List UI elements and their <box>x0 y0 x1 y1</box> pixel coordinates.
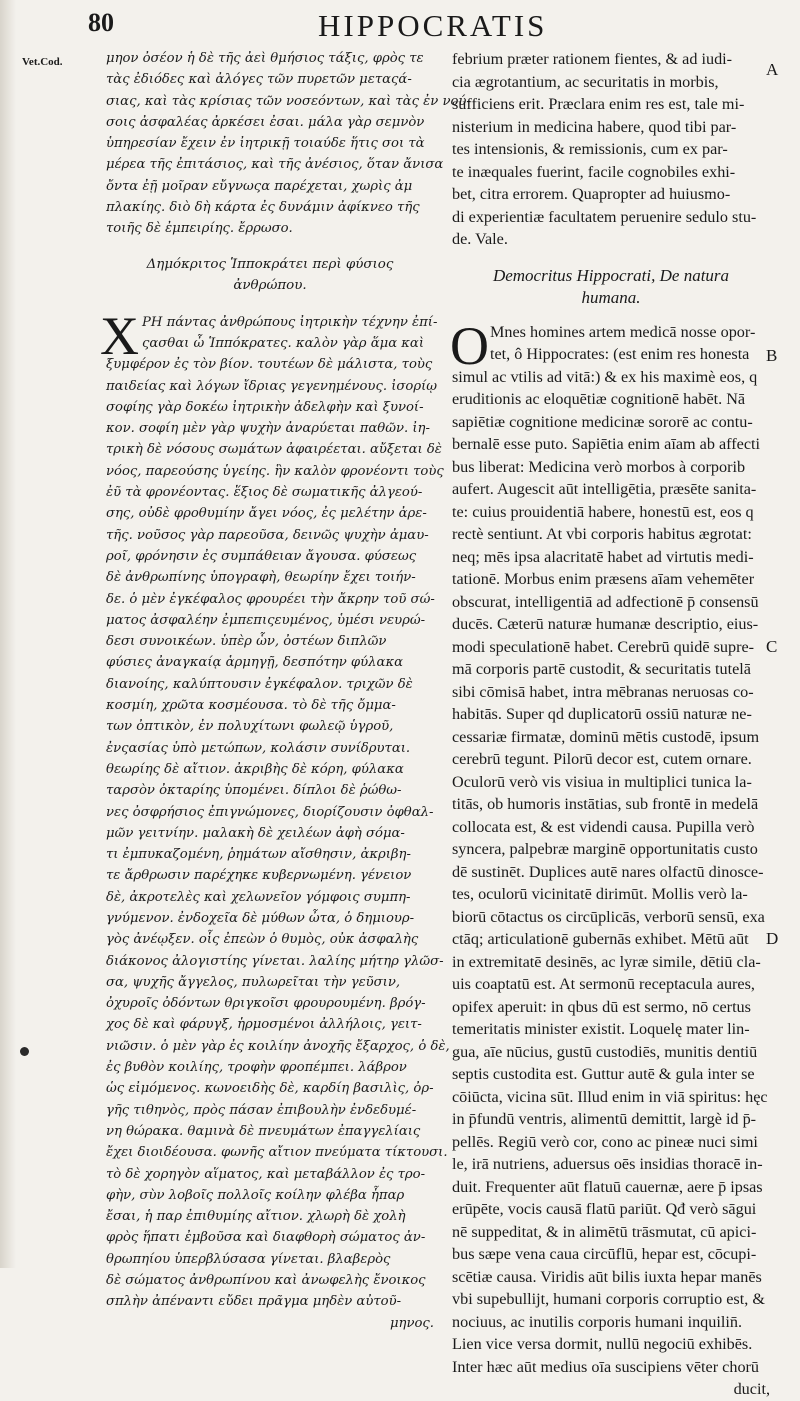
greek-heading <box>106 254 434 296</box>
latin-text-line: cōiūcta, vicina sūt. Illud enim in viā spiritus: hęc <box>452 1087 768 1106</box>
greek-text-line: γῆς τιθηνὸς, πρὸς πάσαν ἐπιβουλὴν ἐνδεδυμέ- <box>106 1102 417 1118</box>
latin-text-line: sufficiens erit. Præclara enim res est, tale mi- <box>452 95 745 113</box>
latin-body <box>450 315 770 1401</box>
greek-top-paragraph <box>106 48 471 240</box>
latin-text-line: ducēs. Cæterū naturæ humanæ descriptio, eius- <box>452 615 759 633</box>
latin-text-line: tes, oculorū vicinitatē dirimūt. Mollis verò la- <box>452 885 748 903</box>
greek-text-line: δὲ ἀνθρωπίνης ὑπογραφὴ, θεωρίην ἔχει τοιήν- <box>106 570 416 586</box>
latin-column <box>452 48 770 1401</box>
latin-text-line: opifex aperuit: in qbus dū est sermo, nō certus <box>452 997 751 1016</box>
latin-text-line: nē suppeditat, & in alimētū trāsmutat, cū apici- <box>452 1222 757 1241</box>
latin-text-line: erūpēte, vocis causā flatū pariūt. Qđ verò sāgui <box>452 1200 757 1218</box>
greek-text-line: ΡΗ πάντας ἀνθρώπους ἰητρικὴν τέχνην ἐπί- <box>142 314 438 330</box>
latin-text-line: sibi cōmisā habet, intra mēbranas neruosas co- <box>452 682 754 701</box>
greek-text-line: φύσιες ἀναγκαίᾳ ἁρμηγῇ, δεσπότην φύλακα <box>106 655 404 671</box>
latin-text-line: modi speculationē habet. Cerebrū quidē supre- <box>452 637 755 656</box>
latin-heading-line: Democritus Hippocrati, De natura <box>492 265 730 285</box>
latin-text-line: nociuus, ac inutilis corporis humani inquilin̄. <box>452 1312 742 1331</box>
latin-text-line: neq; mēs ipsa alacritatē habet ad virtutis medi- <box>452 547 754 566</box>
greek-text-line: ἐς βυθὸν κοιλίης, τροφὴν φροπέμπει. λάβρον <box>106 1060 407 1076</box>
latin-text-line: te: cuius prouidentiā habere, honestū est, eos q <box>452 502 754 521</box>
greek-text-line: σα, ψυχῆς ἄγγελος, πυλωρεῖται τὴν γεῦσιν, <box>106 974 401 990</box>
latin-text-line: bernalē esse puto. Sapiētia enim aīam ab affecti <box>452 435 761 453</box>
latin-text-line: tes intensionis, & remissionis, cum ex par- <box>452 140 728 158</box>
greek-text-line: κοσμίη, χρῶτα κοσμέουσα. τὸ δὲ τῆς ὄμμα- <box>106 698 396 714</box>
greek-text-line: διάκονος ἀλογιστίης γίνεται. λαλίης μήτηρ γλῶσ- <box>106 953 444 969</box>
latin-text-line: le, irā nutriens, aduersus oēs insidias thoracē in- <box>452 1155 763 1173</box>
latin-text-line: syncera, palpebræ marginē opportunitatis custo <box>452 840 758 858</box>
latin-text-line: titās, ob humoris instātias, sub frontē in medelā <box>452 795 759 813</box>
section-letter-d: D <box>766 929 779 948</box>
greek-drop-initial: Χ <box>100 305 139 366</box>
greek-text-line: ματος ἀσφαλέην ἐμπεπιςευμένος, ὑμέσι νευρώ- <box>106 612 426 628</box>
margin-note: Vet.Cod. <box>22 56 63 68</box>
greek-text-line: νες ὀσφρήσιος ἐπιγνώμονες, διορίζουσιν ὀφθαλ- <box>106 804 434 820</box>
greek-text-line: σης, οὐδὲ φροθυμίην ἄγει νόος, ἐς μελέτην ἀρε- <box>106 506 427 522</box>
page-number: 80 <box>88 8 114 37</box>
latin-text-line: collocata est, & est videndi causa. Pupilla verò <box>452 817 755 836</box>
greek-text-line: παιδείας καὶ λόγων ἴδριας γεγενημένους. ἰσορίῳ <box>106 378 438 394</box>
greek-text-line: ὑπηρεσίαν ἔχειν ἐν ἰητρικῇ τοιαύδε ἥτις σοι τὰ <box>106 136 425 152</box>
greek-text-line: σιας, καὶ τὰς κρίσιας τῶν νοσεόντων, καὶ τὰς ἐν νού- <box>106 93 471 109</box>
greek-text-line: μηον ὀσέον ἡ δὲ τῆς ἀεὶ θμήσιος τάξις, φρὸς τε <box>106 51 424 66</box>
latin-text-line: sapiētiæ cognitione medicinæ sororē ac contu- <box>452 412 753 431</box>
latin-text-line: biorū cōtactus os circūplicās, verborū sensū, exa <box>452 907 765 926</box>
greek-text-line: γνύμενον. ἐνδοχεῖα δὲ μύθων ὦτα, ὁ δημιουρ- <box>106 910 415 926</box>
greek-body-lines <box>106 312 450 1313</box>
greek-text-line: ὀχυροῖς ὀδόντων θριγκοῖσι φρουρουμένη. βρόγ- <box>106 996 426 1012</box>
greek-text-line: ὄντα ἐῇ μοῖραν εὔγνωςα παρέχεται, χωρὶς ἀμ <box>106 178 413 194</box>
latin-text-line: Inter hæc aūt medius oīa suscipiens vēter chorū <box>452 1357 760 1376</box>
greek-text-line: δὲ, ἀκροτελὲς καὶ χελωνεῖον γόμφοις συμπη- <box>106 889 411 905</box>
greek-text-line: τοιῆς δὲ ἐμπειρίης. ἔρρωσο. <box>106 221 293 237</box>
latin-text-line: cessariæ firmatæ, dominū mētis custodē, ipsum <box>452 727 760 746</box>
latin-text-line: bet, citra errorem. Quapropter ad huiusmo- <box>452 185 731 203</box>
greek-text-line: μῶν γειτνίην. μαλακὴ δὲ χειλέων ἀφὴ σόμα- <box>106 825 405 841</box>
greek-text-line: ροῖ, φρόνησιν ἐς συμπάθειαν ἄγουσα. φύσεως <box>106 548 417 564</box>
greek-text-line: δε. ὁ μὲν ἐγκέφαλος φρουρέει τὴν ἄκρην τοῦ σώ- <box>106 591 435 607</box>
greek-text-line: ἐῦ τὰ φρονέοντας. ἕξιος δὲ σωματικῆς ἀλγεού- <box>106 485 423 501</box>
greek-text-line: δεσι συνοικέων. ὑπὲρ ὧν, ὀστέων διπλῶν <box>106 634 387 650</box>
latin-text-line: tet, ô Hippocrates: (est enim res honesta <box>490 345 750 363</box>
greek-text-line: μέρεα τῆς ἐπιτάσιος, καὶ τῆς ἀνέσιος, ὅταν ἄνισα <box>106 157 444 173</box>
ink-blot <box>20 1047 29 1056</box>
latin-text-line: te inæquales fuerint, facile cognobiles exhi- <box>452 162 736 181</box>
latin-text-line: di experientiæ facultatem peruenire sedulo stu- <box>452 207 757 226</box>
latin-top-paragraph <box>452 48 770 251</box>
latin-text-line: Lien vice versa dormit, nullū negociū exhibēs. <box>452 1335 753 1353</box>
latin-last-line: ducit, <box>733 1380 770 1398</box>
latin-heading <box>452 265 770 309</box>
latin-heading-line: humana. <box>581 287 641 307</box>
latin-text-line: septis custodita est. Guttur autē & gula inter se <box>452 1065 755 1083</box>
greek-text-line: τι ἐμπυκαζομένη, ῥημάτων αἴσθησιν, ἀκριβη- <box>106 847 411 863</box>
latin-text-line: febrium præter rationem fientes, & ad iudi- <box>452 50 733 68</box>
greek-text-line: γὸς ἀνέῳξεν. οἷς ἐπεὼν ὁ θυμὸς, οὐκ ἀσφαλὴς <box>106 932 419 948</box>
latin-text-line: aufert. Augescit aūt intelligētia, præsēte sanita- <box>452 480 757 498</box>
greek-text-line: θεωρίης δὲ αἴτιον. ἀκριβὴς δὲ κόρη, φύλακα <box>106 761 404 777</box>
greek-text-line: θρωπηίου ὑπερβλύσασα γίνεται. βλαβερὸς <box>106 1251 391 1267</box>
section-letter-b: B <box>766 346 778 365</box>
greek-text-line: σοφίης γὰρ δοκέω ἰητρικὴν ἀδελφὴν καὶ ξυνοί- <box>106 399 424 415</box>
running-title: HIPPOCRATIS <box>318 8 548 43</box>
greek-text-line: ξυμφέρον ἐς τὸν βίον. τουτέων δὲ μάλιστα, τοὺς <box>106 357 433 373</box>
greek-text-line: ὡς εἰμόμενος. κωνοειδὴς δὲ, καρδίη βασιλὶς, ὀρ- <box>106 1081 434 1097</box>
greek-text-line: τῆς. νοῦσος γὰρ παρεοῦσα, δεινῶς ψυχὴν ἀμαυ- <box>106 527 429 543</box>
page-gutter-shadow <box>0 0 16 1268</box>
latin-text-line: temeritatis minister existit. Loquelę mater lin- <box>452 1020 750 1038</box>
greek-text-line: τὸ δὲ χορηγὸν αἵματος, καὶ μεταβάλλον ἐς τρο- <box>106 1166 426 1182</box>
latin-text-line: bus sæpe vena caua circūflū, hepar est, cōcupi- <box>452 1245 757 1263</box>
greek-text-line: ἐνςασίας ὑπὸ μετώπων, κολάσιν συνίδρυται. <box>106 740 411 756</box>
latin-text-line: ctāq; articulationē gubernās exhibet. Mētū aūt <box>452 930 749 948</box>
greek-text-line: ἔσαι, ἡ παρ ἐπιθυμίης αἴτιον. χλωρὴ δὲ χολὴ <box>106 1209 406 1225</box>
latin-text-line: in p̄fundū ventris, alimentū demittit, largè id p̄- <box>452 1110 757 1128</box>
greek-text-line: φρὸς ἥπατι ἐμβοῦσα καὶ διαφθορὴ σώματος ἀν- <box>106 1230 426 1246</box>
latin-text-line: rectè sentiunt. At vbi corporis habitus ægrotat: <box>452 525 752 543</box>
latin-body-lines <box>450 315 770 1379</box>
greek-text-line: νόος, παρεούσης ὑγείης. ἣν καλὸν φρονέοντι τοὺς <box>106 463 444 479</box>
latin-text-line: nisterium in medicina habere, quod tibi par- <box>452 117 737 136</box>
running-head <box>0 8 800 48</box>
greek-column <box>100 48 471 1334</box>
latin-text-line: Mnes homines artem medicā nosse opor- <box>490 322 756 341</box>
greek-text-line: διανοίης, καλύπτουσιν ἐγκέφαλον. τριχῶν δὲ <box>106 676 413 692</box>
latin-text-line: pellēs. Regiū verò cor, cono ac pineæ nuci simi <box>452 1132 758 1151</box>
greek-text-line: τε ἄρθρωσιν παρέχηκε κυβερνωμένη. γένειον <box>106 868 412 884</box>
latin-text-line: mā corporis partē custodit, & securitatis tutelā <box>452 660 751 678</box>
latin-text-line: obscurat, intelligentiā ad adfectionē p̄ consensū <box>452 592 759 611</box>
latin-text-line: scētiæ causa. Viridis aūt bilis iuxta hepar manēs <box>452 1267 762 1286</box>
latin-text-line: eruditionis ac eloquētiæ cognitionē habēt. Nā <box>452 390 746 408</box>
greek-text-line: τρικὴ δὲ νόσους σωμάτων ἀφαιρέεται. αὔξεται δὲ <box>106 442 442 458</box>
latin-text-line: Oculorū verò vis visiua in multiplici tunica la- <box>452 772 752 791</box>
greek-text-line: σπλὴν ἀπέναντι εὔδει πρᾶγμα μηδὲν αὐτοῦ- <box>106 1294 402 1310</box>
greek-text-line: φὴν, σὺν λοβοῖς πολλοῖς κοίλην φλέβα ἧπαρ <box>106 1187 405 1203</box>
latin-text-line: cia ægrotantium, ac securitatis in morbis, <box>452 72 719 91</box>
greek-text-line: χος δὲ καὶ φάρυγξ, ἡρμοσμένοι ἀλλήλοις, γειτ- <box>106 1017 422 1033</box>
latin-text-line: simul ac vtilis ad vitā:) & ex his maximè eos, q <box>452 367 758 386</box>
greek-text-line: σοις ἀσφαλέας ἀρκέσει ἐσαι. μάλα γὰρ σεμνὸν <box>106 114 425 130</box>
latin-text-line: uis coaptatū est. At sermonū receptacula aures, <box>452 975 755 993</box>
latin-drop-initial: O <box>450 315 489 376</box>
greek-text-line: νιῶσιν. ὁ μὲν γὰρ ἐς κοιλίην ἀνοχῆς ἔξαρχος, ὁ δὲ, <box>106 1038 450 1054</box>
greek-text-line: των ὀπτικὸν, ἐν πολυχίτωνι φωλεῷ ὑγροῦ, <box>106 719 394 735</box>
greek-last-line: μηνος. <box>389 1315 434 1331</box>
greek-body <box>100 305 450 1334</box>
latin-text-line: in extremitatē desinēs, ac lyræ simile, dētiū cla- <box>452 952 761 971</box>
greek-text-line: τὰς ἐδιόδες καὶ ἀλόγες τῶν πυρετῶν μεταςά- <box>106 72 412 88</box>
greek-text-line: νη θώρακα. θαμινὰ δὲ πνευμάτων ἐπαγγελίαις <box>106 1123 421 1139</box>
latin-text-line: gua, aīe nūcius, gustū custodiēs, munitis dentiū <box>452 1042 758 1061</box>
greek-heading-line: ἀνθρώπου. <box>233 277 307 293</box>
latin-text-line: vbi supebullijt, humani corporis corruptio est, & <box>452 1290 765 1308</box>
greek-text-line: ἔχει διοιδέουσα. φωνῆς αἴτιον πνεύματα τίκτουσι. <box>106 1145 448 1161</box>
greek-text-line: πλακίης. διὸ δὴ κάρτα ἐς δυνάμιν ἀφίκνεο τῆς <box>106 200 420 216</box>
latin-text-line: tationē. Morbus enim præsens aīam vehemēter <box>452 570 755 588</box>
latin-text-line: bus liberat: Medicina verò morbos à corporib <box>452 457 746 476</box>
greek-heading-line: Δημόκριτος Ἱπποκράτει περὶ φύσιος <box>146 256 394 272</box>
greek-text-line: δὲ σώματος ἀνθρωπίνου καὶ ἀνωφελὴς ἔνοικος <box>106 1273 426 1289</box>
greek-text-line: ταρσὸν ὀκταρίης ὑπομένει. δίπλοι δὲ ῥώθω- <box>106 783 402 799</box>
latin-text-line: duit. Frequenter aūt flatuū cauernæ, aere p̄ ipsas <box>452 1177 763 1196</box>
latin-text-line: habitās. Super qd duplicatorū ossiū naturæ ne- <box>452 705 752 723</box>
latin-text-line: cerebrū tegunt. Pilorū decor est, cutem ornare. <box>452 750 752 768</box>
latin-text-line: de. Vale. <box>452 230 508 248</box>
greek-text-line: ςασθαι ὦ Ἱππόκρατες. καλὸν γὰρ ἅμα καὶ <box>142 335 425 351</box>
section-letter-a: A <box>766 60 779 79</box>
latin-text-line: dē sustinēt. Duplices autē nares olfactū dinosce- <box>452 862 764 881</box>
greek-text-line: κον. σοφίη μὲν γὰρ ψυχὴν ἀναρύεται παθῶν. ἰη- <box>106 421 430 437</box>
section-letter-c: C <box>766 637 778 656</box>
